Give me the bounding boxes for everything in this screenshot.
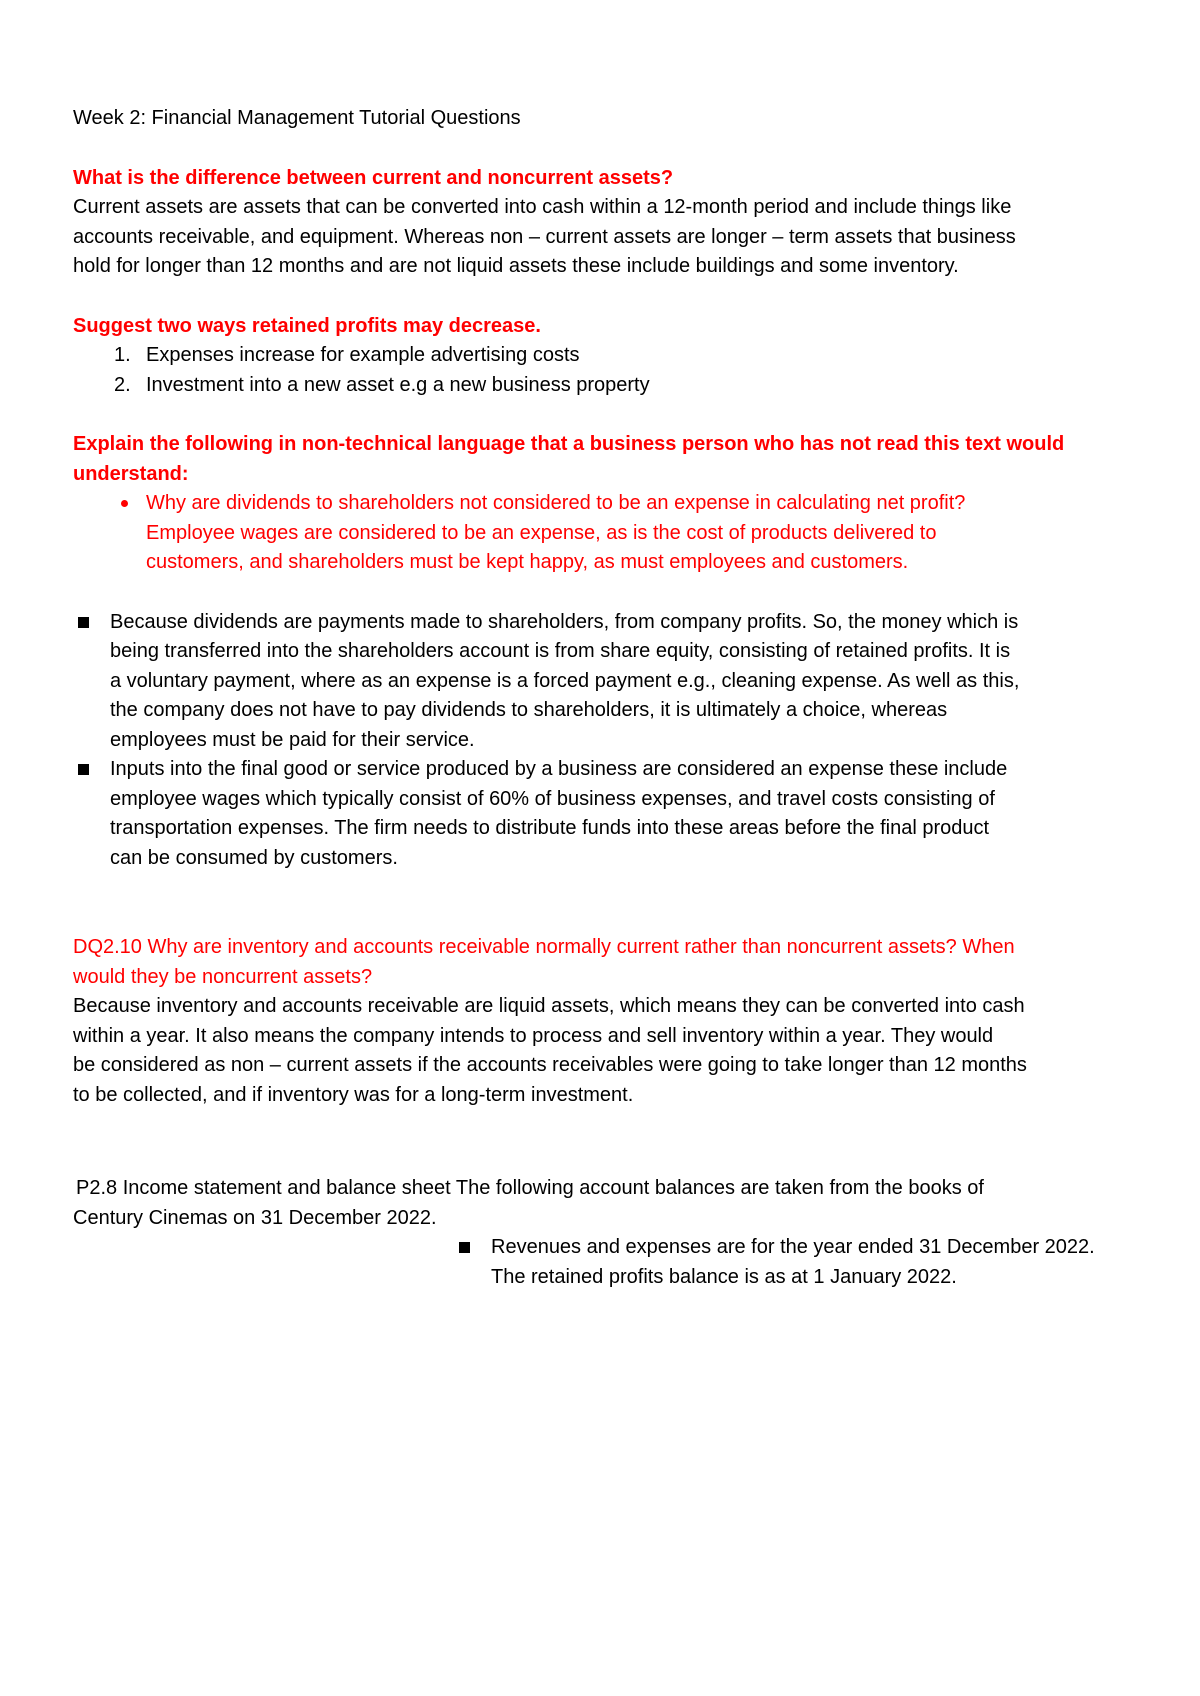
answer-line: within a year. It also means the company intends to process and sell inventory within a year. They would xyxy=(73,1024,994,1047)
list-number: 2. xyxy=(114,373,131,396)
question-heading: Explain the following in non-technical language that a business person who has not read this text would xyxy=(73,433,1065,455)
question-retained-profits xyxy=(73,312,1140,401)
square-bullet-icon xyxy=(78,617,89,628)
list-item xyxy=(73,755,1140,873)
square-bullet-list xyxy=(73,608,1140,874)
list-item xyxy=(73,371,1140,401)
answer-line: accounts receivable, and equipment. Whereas non – current assets are longer – term assets that business xyxy=(73,225,1016,248)
answer-line: to be collected, and if inventory was for a long-term investment. xyxy=(73,1083,634,1106)
question-heading: DQ2.10 Why are inventory and accounts receivable normally current rather than noncurrent assets? When xyxy=(73,936,1015,958)
question-heading: What is the difference between current and noncurrent assets? xyxy=(73,166,674,189)
list-item xyxy=(73,489,1140,578)
square-bullet-icon xyxy=(78,764,89,775)
note-line: Revenues and expenses are for the year ended 31 December 2022. xyxy=(491,1236,1095,1258)
answer-line: transportation expenses. The firm needs to distribute funds into these areas before the final product xyxy=(110,817,990,839)
answer-line: Current assets are assets that can be converted into cash within a 12-month period and include things like xyxy=(73,196,1012,218)
problem-intro-line: P2.8 Income statement and balance sheet The following account balances are taken from the books of xyxy=(76,1177,984,1199)
answer-line: hold for longer than 12 months and are not liquid assets these include buildings and some inventory. xyxy=(73,255,959,277)
list-item xyxy=(73,608,1140,756)
question-dq2-10 xyxy=(73,933,1140,1110)
answer-line: employees must be paid for their service. xyxy=(110,728,475,751)
square-bullet-icon xyxy=(459,1242,470,1253)
question-current-vs-noncurrent xyxy=(73,164,1140,282)
answer-line: Inputs into the final good or service produced by a business are considered an expense these include xyxy=(110,758,1008,780)
answer-line: being transferred into the shareholders account is from share equity, consisting of retained profits. It is xyxy=(110,640,1011,662)
square-bullet-list xyxy=(454,1233,1140,1292)
list-number: 1. xyxy=(114,344,131,366)
question-heading: would they be noncurrent assets? xyxy=(73,965,373,988)
question-non-technical xyxy=(73,430,1140,873)
answer-line: be considered as non – current assets if the accounts receivables were going to take longer than 12 months xyxy=(73,1054,1027,1076)
numbered-list xyxy=(73,341,1140,400)
answer-line: a voluntary payment, where as an expense is a forced payment e.g., cleaning expense. As well as this, xyxy=(110,669,1020,692)
answer-line: Because dividends are payments made to shareholders, from company profits. So, the money which is xyxy=(110,610,1019,633)
list-item xyxy=(73,341,1140,371)
page-title: Week 2: Financial Management Tutorial Questions xyxy=(73,107,521,129)
bullet-icon xyxy=(121,500,128,507)
list-item xyxy=(454,1233,1140,1292)
question-heading: understand: xyxy=(73,462,189,485)
list-item-text: Investment into a new asset e.g a new business property xyxy=(146,373,650,396)
question-heading: Suggest two ways retained profits may decrease. xyxy=(73,314,541,337)
problem-intro-line: Century Cinemas on 31 December 2022. xyxy=(73,1206,437,1229)
answer-line: Because inventory and accounts receivable are liquid assets, which means they can be converted into cash xyxy=(73,995,1025,1017)
answer-line: can be consumed by customers. xyxy=(110,846,398,869)
answer-line: the company does not have to pay dividends to shareholders, it is ultimately a choice, whereas xyxy=(110,699,948,721)
bullet-list xyxy=(73,489,1140,578)
note-line: The retained profits balance is as at 1 January 2022. xyxy=(491,1265,957,1288)
subquestion-line: customers, and shareholders must be kept happy, as must employees and customers. xyxy=(146,551,909,573)
problem-p2-8 xyxy=(73,1174,1140,1292)
subquestion-line: Employee wages are considered to be an expense, as is the cost of products delivered to xyxy=(146,521,937,544)
answer-line: employee wages which typically consist of 60% of business expenses, and travel costs consisting of xyxy=(110,787,995,810)
subquestion-line: Why are dividends to shareholders not considered to be an expense in calculating net profit? xyxy=(146,492,966,514)
list-item-text: Expenses increase for example advertising costs xyxy=(146,344,580,366)
